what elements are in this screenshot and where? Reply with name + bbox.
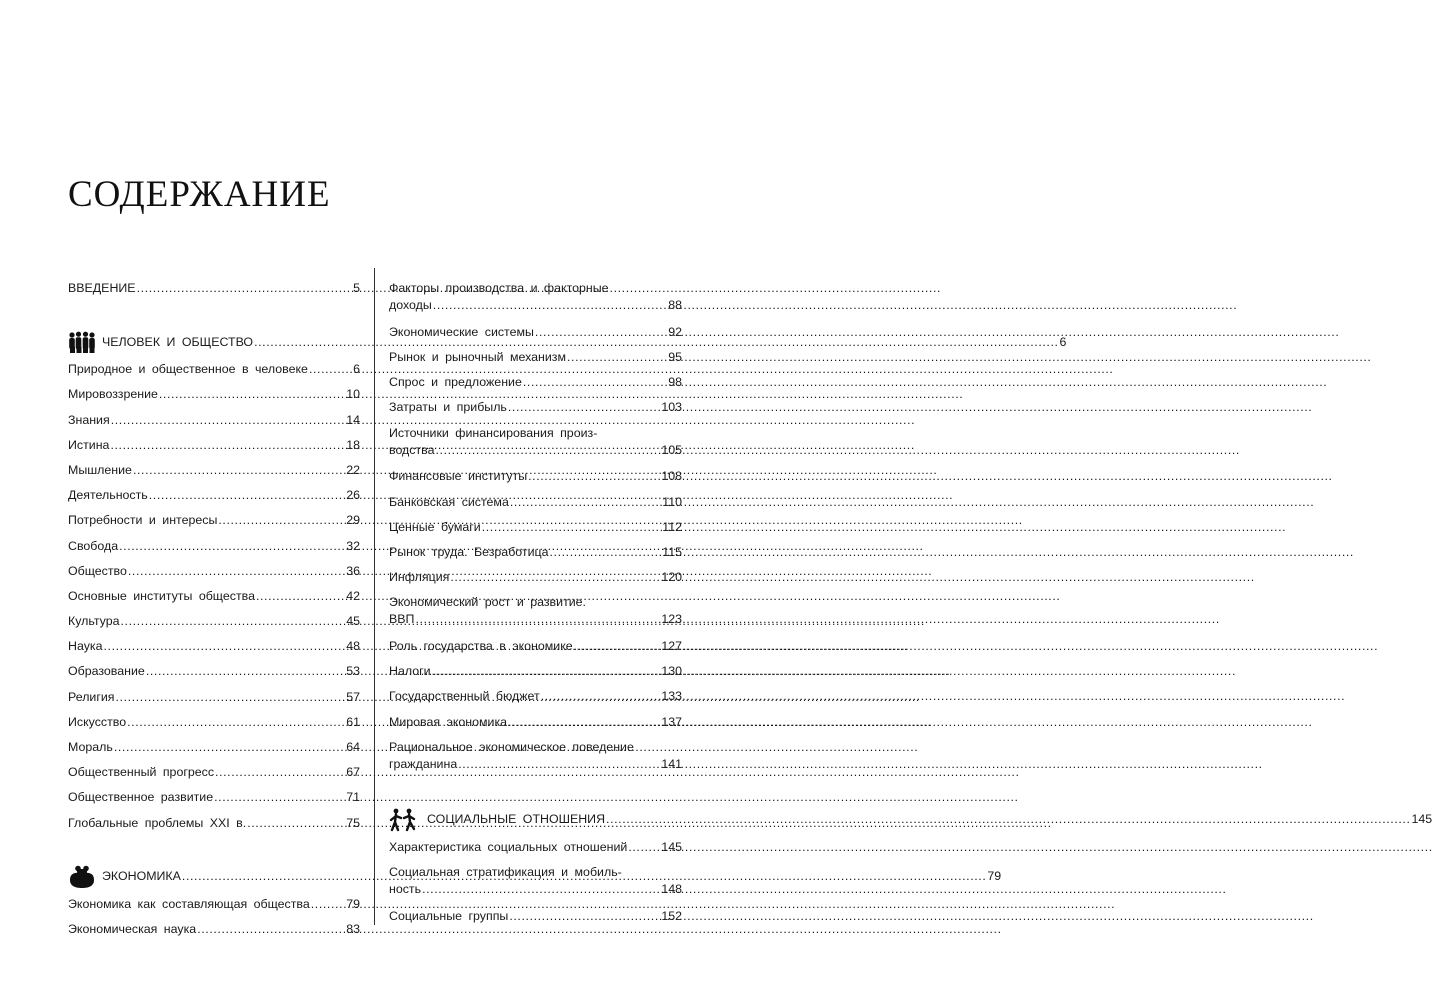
toc-entry[interactable] (68, 714, 360, 739)
section-title: СОЦИАЛЬНЫЕ ОТНОШЕНИЯ (427, 812, 606, 827)
dot-leader (256, 588, 345, 605)
dot-leader (567, 349, 667, 366)
toc-entry-page: 29 (346, 513, 360, 528)
dot-leader (535, 324, 667, 341)
toc-entry-page: 61 (346, 714, 360, 729)
toc-entry[interactable] (389, 280, 682, 324)
toc-entry-title: Спрос и предложение (389, 375, 522, 390)
dot-leader (436, 442, 661, 459)
dot-leader (133, 462, 345, 479)
dot-leader (628, 839, 660, 856)
toc-entry-title: Налоги (389, 664, 431, 679)
toc-entry-page: 127 (661, 639, 682, 654)
toc-entry-page: 92 (668, 324, 682, 339)
toc-entry[interactable] (389, 569, 682, 594)
toc-entry[interactable] (68, 638, 360, 663)
toc-entry[interactable] (389, 399, 682, 424)
page-title: СОДЕРЖАНИЕ (68, 174, 331, 215)
toc-entry[interactable] (389, 688, 682, 713)
toc-entry-page: 75 (346, 815, 360, 830)
dot-leader (159, 386, 345, 403)
toc-entry[interactable] (389, 544, 682, 569)
dot-leader (114, 739, 345, 756)
toc-entry-title: Источники финансирования произ- (389, 425, 598, 440)
dot-leader (432, 663, 661, 680)
toc-entry[interactable] (389, 494, 682, 519)
toc-entry-title: Роль государства в экономике (389, 639, 573, 654)
toc-entry[interactable] (389, 519, 682, 544)
toc-entry-title: Мышление (68, 462, 132, 477)
dot-leader (214, 789, 345, 806)
toc-entry-page: 95 (668, 349, 682, 364)
toc-entry-page: 79 (346, 896, 360, 911)
toc-entry-title: Ценные бумаги (389, 519, 481, 534)
toc-entry-title: Природное и общественное в человеке (68, 362, 308, 377)
toc-entry[interactable] (389, 425, 682, 469)
section-title: ЭКОНОМИКА (102, 869, 181, 884)
toc-entry[interactable] (68, 613, 360, 638)
toc-entry[interactable] (68, 563, 360, 588)
toc-entry[interactable] (68, 815, 360, 840)
toc-entry-page: 120 (661, 570, 682, 585)
dot-leader (574, 638, 661, 655)
toc-entry-title: ность (389, 881, 422, 896)
toc-entry[interactable] (68, 921, 360, 946)
toc-entry[interactable] (68, 588, 360, 613)
toc-entry[interactable] (68, 412, 360, 437)
section-page: 6 (1059, 334, 1067, 349)
toc-entry-title: Потребности и интересы (68, 513, 218, 528)
dot-leader (606, 811, 1410, 828)
toc-entry[interactable] (389, 739, 682, 783)
dot-leader (508, 399, 660, 416)
toc-entry-page: 141 (661, 756, 682, 771)
toc-entry-page: 45 (346, 614, 360, 629)
dot-leader (119, 538, 345, 555)
dot-leader (482, 519, 662, 536)
toc-entry-title: Мировая экономика (389, 714, 508, 729)
toc-entry-title: Мировоззрение (68, 387, 158, 402)
toc-entry-page: 64 (346, 740, 360, 754)
toc-entry-page: 53 (346, 664, 360, 679)
toc-entry-title: Государственный бюджет (389, 689, 540, 704)
dot-leader (127, 714, 345, 731)
toc-entry-page: 14 (346, 412, 360, 427)
toc-entry-title: Затраты и прибыль (389, 400, 507, 415)
people-group-icon (68, 328, 102, 356)
toc-entry-page: 110 (662, 494, 682, 509)
toc-entry-title: Социальные группы (389, 908, 509, 923)
toc-entry[interactable] (68, 386, 360, 411)
dot-leader (510, 494, 661, 511)
toc-entry-page: 103 (661, 400, 682, 415)
toc-entry[interactable] (389, 349, 682, 374)
toc-entry-title: Социальная стратификация и мобиль- (389, 864, 622, 879)
dot-leader (116, 689, 346, 706)
toc-entry-page: 18 (346, 437, 360, 452)
toc-entry-page: 108 (661, 469, 682, 484)
section-page: 145 (1411, 812, 1433, 827)
toc-entry-page: 152 (661, 908, 682, 923)
section-header-social[interactable] (389, 801, 1433, 839)
toc-entry-title: Рынок и рыночный механизм (389, 349, 567, 364)
toc-entry-title: Глобальные проблемы XXI в. (68, 815, 247, 830)
toc-entry[interactable] (68, 512, 360, 537)
toc-entry-page: 123 (661, 612, 682, 627)
section-title: ЧЕЛОВЕК И ОБЩЕСТВО (102, 334, 254, 349)
dot-leader (550, 544, 662, 561)
toc-entry-page: 67 (346, 765, 360, 780)
toc-entry-title: Финансовые институты (389, 469, 528, 484)
toc-entry-title: гражданина (389, 756, 458, 771)
toc-entry-page: 22 (346, 462, 360, 477)
toc-entry-page: 137 (661, 714, 682, 729)
toc-entry[interactable] (389, 374, 682, 399)
toc-entry-title: Рациональное экономическое поведение (389, 739, 634, 754)
two-people-walking-icon (389, 806, 427, 834)
toc-entry-page: 48 (346, 639, 360, 654)
toc-entry-title: Экономика как составляющая общества (68, 896, 310, 911)
toc-entry-page: 6 (353, 362, 360, 377)
toc-entry-title: Истина (68, 437, 110, 452)
toc-entry-page: 71 (346, 790, 360, 805)
toc-entry-title: Культура (68, 614, 120, 629)
toc-entry[interactable] (389, 908, 682, 933)
toc-entry-page: 148 (661, 881, 682, 896)
dot-leader (215, 764, 345, 781)
toc-entry[interactable] (68, 462, 360, 487)
dot-leader (146, 663, 345, 680)
dot-leader (415, 611, 660, 628)
toc-entry-title: Основные институты общества (68, 588, 255, 603)
dot-leader (433, 297, 667, 314)
toc-entry[interactable] (389, 714, 682, 739)
toc-entry-title: Искусство (68, 714, 127, 729)
toc-entry-title: Общественный прогресс (68, 765, 215, 780)
toc-entry-title: Религия (68, 689, 115, 704)
toc-entry-title: Экономический рост и развитие. (389, 595, 586, 610)
toc-entry[interactable] (389, 839, 682, 864)
dot-leader (309, 361, 352, 378)
toc-entry-page: 10 (346, 387, 360, 402)
toc-entry-title: ВВЕДЕНИЕ (68, 281, 136, 295)
toc-entry-page: 57 (346, 689, 360, 704)
toc-entry[interactable] (68, 361, 360, 386)
toc-entry-page: 112 (662, 519, 682, 534)
toc-entry-intro[interactable] (68, 280, 360, 305)
toc-entry-title: Общество (68, 563, 127, 578)
dot-leader (508, 714, 660, 731)
toc-entry[interactable] (389, 864, 682, 908)
toc-entry[interactable] (68, 663, 360, 688)
toc-entry[interactable] (389, 594, 682, 638)
dot-leader (523, 374, 667, 391)
toc-entry[interactable] (389, 468, 682, 493)
toc-entry[interactable] (389, 638, 682, 663)
coin-purse-icon (68, 863, 102, 891)
dot-leader (128, 563, 345, 580)
toc-entry[interactable] (68, 789, 360, 814)
toc-entry-page: 130 (661, 664, 682, 679)
toc-entry[interactable] (68, 437, 360, 462)
toc-entry-page: 26 (346, 488, 360, 503)
dot-leader (509, 908, 660, 925)
dot-leader (458, 756, 660, 773)
dot-leader (149, 487, 345, 504)
toc-entry-title: Характеристика социальных отношений (389, 839, 628, 854)
dot-leader (103, 638, 345, 655)
toc-entry-page: 32 (346, 538, 360, 553)
toc-entry[interactable] (68, 538, 360, 563)
toc-entry[interactable] (68, 764, 360, 789)
toc-entry-title: Банковская система (389, 494, 509, 509)
toc-entry-page: 133 (661, 689, 682, 704)
toc-entry-page: 145 (661, 839, 682, 854)
toc-entry-page: 42 (346, 588, 360, 603)
toc-entry[interactable] (68, 689, 360, 714)
toc-entry-title: Свобода (68, 538, 119, 553)
dot-leader (197, 921, 345, 938)
toc-entry-page: 5 (353, 281, 360, 295)
toc-entry-page: 115 (662, 544, 682, 559)
toc-entry-page: 98 (668, 375, 682, 390)
toc-entry-page: 88 (668, 298, 682, 312)
toc-entry-title: Инфляция (389, 570, 450, 585)
dot-leader (311, 896, 345, 913)
toc-entry-title: Экономическая наука (68, 921, 197, 936)
dot-leader (450, 569, 660, 586)
toc-entry-title: Факторы производства и факторные (389, 281, 609, 295)
toc-entry-title: Общественное развитие (68, 790, 214, 805)
dot-leader (218, 512, 345, 529)
toc-entry-title: Знания (68, 412, 110, 427)
section-page: 79 (987, 869, 1002, 884)
toc-entry-page: 83 (346, 921, 360, 936)
toc-entry[interactable] (389, 663, 682, 688)
toc-entry[interactable] (389, 324, 682, 349)
dot-leader (110, 437, 345, 454)
toc-entry-title: Наука (68, 639, 103, 654)
toc-entry[interactable] (68, 896, 360, 921)
dot-leader (422, 881, 660, 898)
toc-entry-title: Деятельность (68, 488, 148, 503)
dot-leader (121, 613, 346, 630)
toc-entry-title: Экономические системы (389, 324, 534, 339)
dot-leader (528, 468, 660, 485)
toc-entry[interactable] (68, 739, 360, 764)
toc-entry-title: ВВП (389, 612, 415, 627)
toc-entry-title: доходы (389, 298, 432, 312)
toc-entry-page: 36 (346, 563, 360, 578)
dot-leader (541, 688, 661, 705)
toc-entry-title: Мораль (68, 740, 113, 754)
dot-leader (111, 412, 346, 429)
toc-entry-title: Рынок труда. Безработица (389, 544, 549, 559)
toc-entry[interactable] (68, 487, 360, 512)
dot-leader (247, 815, 345, 832)
dot-leader (137, 280, 353, 297)
toc-entry-title: Образование (68, 664, 145, 679)
toc-entry-page: 105 (661, 442, 682, 457)
toc-entry-title: водства (389, 442, 435, 457)
